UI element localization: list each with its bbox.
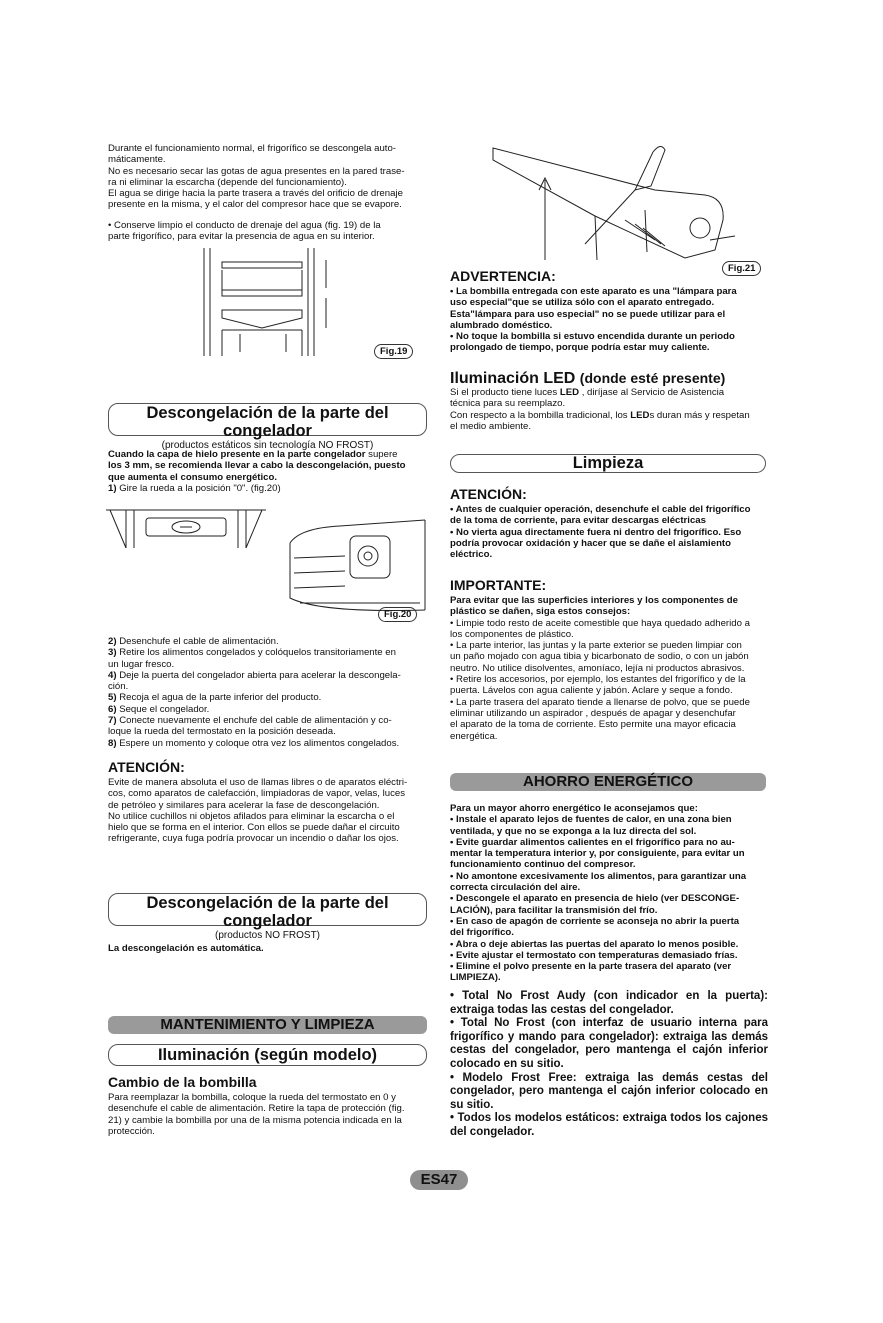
- cambio-section: [108, 1075, 430, 1137]
- ahorro-line: • Instale el aparato lejos de fuentes de calor, en una zona bien: [450, 814, 732, 826]
- fig19-label: Fig.19: [374, 344, 413, 359]
- imp-line: • La parte trasera del aparato tiende a llenarse de polvo, que se puede: [450, 696, 750, 708]
- led-text: Si el producto tiene luces: [450, 387, 560, 398]
- steps-list: [108, 636, 430, 749]
- defrost-text: [108, 449, 430, 494]
- intro-line: El agua se dirige hacia la parte trasera a través del orificio de drenaje: [108, 188, 403, 200]
- ahorro-bar: AHORRO ENERGÉTICO: [450, 773, 766, 791]
- ahorro-line: mentar la temperatura interior y, por consiguiente, para evitar un: [450, 848, 745, 860]
- box-title: Limpieza: [572, 454, 644, 472]
- model-tip: • Total No Frost (con interfaz de usuario interna para frigorífico y mando para congelador): extraiga las demás cestas del congelador, pero mantenga el cajón inferior colocado en su sitio.: [450, 1017, 768, 1070]
- adv-line: prolongado de tiempo, porque podría estar muy caliente.: [450, 342, 710, 354]
- mantenimiento-bar: MANTENIMIENTO Y LIMPIEZA: [108, 1016, 427, 1034]
- fig21-drawing: [485, 140, 745, 266]
- step-item: 8) Espere un momento y coloque otra vez los alimentos congelados.: [108, 737, 400, 749]
- led-heading: Iluminación LED: [450, 370, 576, 387]
- step-number: 1): [108, 482, 117, 494]
- ahorro-line: • No amontone excesivamente los alimentos, para garantizar una: [450, 870, 747, 882]
- box-title: Iluminación (según modelo): [157, 1046, 378, 1064]
- aten-line: eléctrico.: [450, 549, 493, 561]
- step-item: 4) Deje la puerta del congelador abierta para acelerar la descongela-: [108, 669, 401, 681]
- intro-line: • Conserve limpio el conducto de drenaje del agua (fig. 19) de la: [108, 219, 381, 231]
- ahorro-line: Para un mayor ahorro energético le aconsejamos que:: [450, 803, 698, 814]
- box-subtitle: (productos estáticos sin tecnología NO FROST): [161, 440, 374, 451]
- step-item: loque la rueda del termostato en la posición deseada.: [108, 726, 336, 738]
- led-subheading: (donde esté presente): [579, 370, 726, 386]
- imp-line: los componentes de plástico.: [450, 628, 574, 640]
- intro-line: parte frigorífico, para evitar la presencia de agua en su interior.: [108, 231, 375, 243]
- box-subtitle: (productos NO FROST): [214, 930, 321, 941]
- defrost-bold-2: los 3 mm, se recomienda llevar a cabo la descongelación, puesto: [108, 460, 406, 472]
- imp-bold-line: plástico se dañen, siga estos consejos:: [450, 606, 631, 618]
- imp-line: • La parte interior, las juntas y la parte exterior se pueden limpiar con: [450, 640, 742, 652]
- defrost-bold-3: que aumenta el consumo energético.: [108, 471, 277, 483]
- intro-line: máticamente.: [108, 154, 166, 166]
- limpieza-box: [450, 454, 766, 473]
- fig21-label: Fig.21: [722, 261, 761, 276]
- ahorro-line: • Elimine el polvo presente en la parte trasera del aparato (ver: [450, 961, 732, 973]
- atencion-right-section: [450, 487, 768, 560]
- aten-line: • Antes de cualquier operación, desenchufe el cable del frigorífico: [450, 504, 751, 515]
- imp-line: eliminar utilizando un aspirador , después de apagar y desenchufar: [450, 707, 736, 719]
- adv-line: • La bombilla entregada con este aparato es una "lámpara para: [450, 286, 737, 297]
- atencion-line: No utilice cuchillos ni objetos afilados para eliminar la escarcha o el: [108, 810, 395, 822]
- page-number: ES47: [410, 1170, 468, 1190]
- led-text: Con respecto a la bombilla tradicional, los: [450, 409, 631, 421]
- fig20-label: Fig.20: [378, 607, 417, 622]
- ahorro-models: [450, 990, 768, 1140]
- iluminacion-box: [108, 1044, 427, 1066]
- led-bold: LED: [630, 409, 650, 421]
- ahorro-line: • Evite ajustar el termostato con temperaturas demasiado frías.: [450, 949, 738, 961]
- box-title: Descongelación de la parte del congelador: [146, 404, 389, 440]
- atencion-line: hielo que se forma en el interior. Con ellos se puede dañar el circuito: [108, 822, 400, 834]
- advertencia-section: [450, 269, 768, 354]
- step-item: 5) Recoja el agua de la parte inferior del producto.: [108, 692, 322, 704]
- imp-line: neutro. No utilice disolventes, amoníaco, lejía ni productos abrasivos.: [450, 662, 745, 674]
- ahorro-line: • En caso de apagón de corriente se aconseja no abrir la puerta: [450, 915, 740, 927]
- adv-line: • No toque la bombilla si estuvo encendida durante un periodo: [450, 331, 735, 343]
- model-tip: • Todos los modelos estáticos: extraiga todos los cajones del congelador.: [450, 1112, 768, 1138]
- ahorro-line: • Descongele el aparato en presencia de hielo (ver DESCONGE-: [450, 893, 740, 905]
- atencion-line: cos, como aparatos de calefacción, limpiadoras de vapor, velas, luces: [108, 788, 406, 800]
- ahorro-section: [450, 803, 768, 984]
- importante-heading: IMPORTANTE:: [450, 577, 547, 593]
- auto-defrost-text: La descongelación es automática.: [108, 943, 264, 954]
- atencion-right-heading: ATENCIÓN:: [450, 486, 527, 502]
- imp-line: puerta. Lávelos con agua caliente y jabón. Aclare y seque a fondo.: [450, 685, 733, 697]
- atencion-section: [108, 760, 430, 845]
- aten-line: • No vierta agua directamente fuera ni dentro del frigorífico. Eso: [450, 526, 742, 538]
- step-text: Gire la rueda a la posición "0". (fig.20): [116, 482, 281, 494]
- led-text: s duran más y respetan: [649, 409, 750, 421]
- fig19-drawing: [200, 248, 332, 358]
- step-item: 3) Retire los alimentos congelados y colóquelos transitoriamente en: [108, 647, 396, 659]
- step-item: 6) Seque el congelador.: [108, 703, 210, 715]
- imp-bold-line: Para evitar que las superficies interiores y los componentes de: [450, 595, 738, 606]
- led-text: , diríjase al Servicio de Asistencia: [579, 387, 725, 398]
- imp-line: un paño mojado con agua tibia y bicarbonato de sodio, o con un jabón: [450, 651, 749, 663]
- cambio-heading: Cambio de la bombilla: [108, 1074, 257, 1090]
- atencion-heading: ATENCIÓN:: [108, 759, 185, 775]
- step-item: ción.: [108, 681, 129, 693]
- box-title: Descongelación de la parte del congelador: [146, 894, 389, 930]
- step-item: 2) Desenchufe el cable de alimentación.: [108, 636, 279, 647]
- box-descongelacion-nofrost: [108, 893, 427, 941]
- intro-line: presente en la misma, y el calor del compresor hace que se evapore.: [108, 199, 402, 211]
- aten-line: de la toma de corriente, para evitar descargas eléctricas: [450, 515, 706, 527]
- ahorro-line: del frigorífico.: [450, 927, 514, 939]
- importante-section: [450, 578, 768, 742]
- ahorro-line: LIMPIEZA).: [450, 972, 501, 984]
- ahorro-line: LACIÓN), para facilitar la transmisión del frío.: [450, 904, 658, 916]
- ahorro-line: • Evite guardar alimentos calientes en el frigorífico para no au-: [450, 836, 735, 848]
- atencion-line: Evite de manera absoluta el uso de llamas libres o de aparatos eléctri-: [108, 777, 408, 788]
- led-text: técnica para su reemplazo.: [450, 398, 566, 410]
- ahorro-line: • Abra o deje abiertas las puertas del aparato lo menos posible.: [450, 938, 739, 950]
- led-section: [450, 370, 768, 432]
- imp-line: • Limpie todo resto de aceite comestible que haya quedado adherido a: [450, 617, 750, 629]
- atencion-line: refrigerante, cuya fuga podría provocar un incendio o dañar los ojos.: [108, 833, 399, 845]
- cambio-line: Para reemplazar la bombilla, coloque la rueda del termostato en 0 y: [108, 1092, 396, 1103]
- imp-line: el aparato de la toma de corriente. Esto permite una mayor eficacia: [450, 719, 736, 731]
- model-tip: • Total No Frost Audy (con indicador en la puerta): extraiga todas las cestas del congelador.: [450, 990, 768, 1016]
- defrost-bold: Cuando la capa de hielo presente en la parte congelador: [108, 449, 366, 460]
- cambio-line: protección.: [108, 1125, 155, 1137]
- led-bold: LED: [559, 387, 580, 398]
- step-item: 7) Conecte nuevamente el enchufe del cable de alimentación y co-: [108, 715, 392, 727]
- fig20-drawing-right: [280, 518, 430, 618]
- atencion-line: de petróleo y similares para acelerar la fase de descongelación.: [108, 799, 380, 811]
- intro-line: No es necesario secar las gotas de agua presentes en la pared trase-: [108, 165, 405, 177]
- ahorro-line: correcta circulación del aire.: [450, 882, 581, 894]
- intro-line: ra ni eliminar la escarcha (depende del funcionamiento).: [108, 176, 347, 188]
- fig20-drawing-left: [106, 508, 266, 552]
- model-tip: • Modelo Frost Free: extraiga las demás cestas del congelador, pero mantenga el cajón inferior colocado en su sitio.: [450, 1071, 768, 1111]
- adv-line: uso especial"que se utiliza sólo con el aparato entregado.: [450, 297, 715, 309]
- adv-line: Esta"lámpara para uso especial" no se puede utilizar para el: [450, 308, 726, 320]
- adv-line: alumbrado doméstico.: [450, 319, 553, 331]
- step-item: un lugar fresco.: [108, 658, 175, 670]
- cambio-line: 21) y cambie la bombilla por una de la misma potencia indicada en la: [108, 1114, 402, 1126]
- box-descongelacion-estaticos: [108, 403, 427, 451]
- intro-line: Durante el funcionamiento normal, el frigorífico se descongela auto-: [108, 143, 396, 154]
- defrost-rest: supere: [365, 449, 398, 460]
- imp-line: energética.: [450, 730, 498, 742]
- ahorro-line: ventilada, y que no se exponga a la luz directa del sol.: [450, 825, 697, 837]
- aten-line: podría provocar oxidación y hacer que se dañe el aislamiento: [450, 537, 731, 549]
- imp-line: • Retire los accesorios, por ejemplo, los estantes del frigorífico y de la: [450, 674, 746, 686]
- led-text: el medio ambiente.: [450, 420, 532, 432]
- intro-text: [108, 143, 430, 242]
- cambio-line: desenchufe el cable de alimentación. Retire la tapa de protección (fig.: [108, 1103, 405, 1115]
- ahorro-line: funcionamiento continuo del compresor.: [450, 859, 636, 871]
- advertencia-heading: ADVERTENCIA:: [450, 268, 556, 284]
